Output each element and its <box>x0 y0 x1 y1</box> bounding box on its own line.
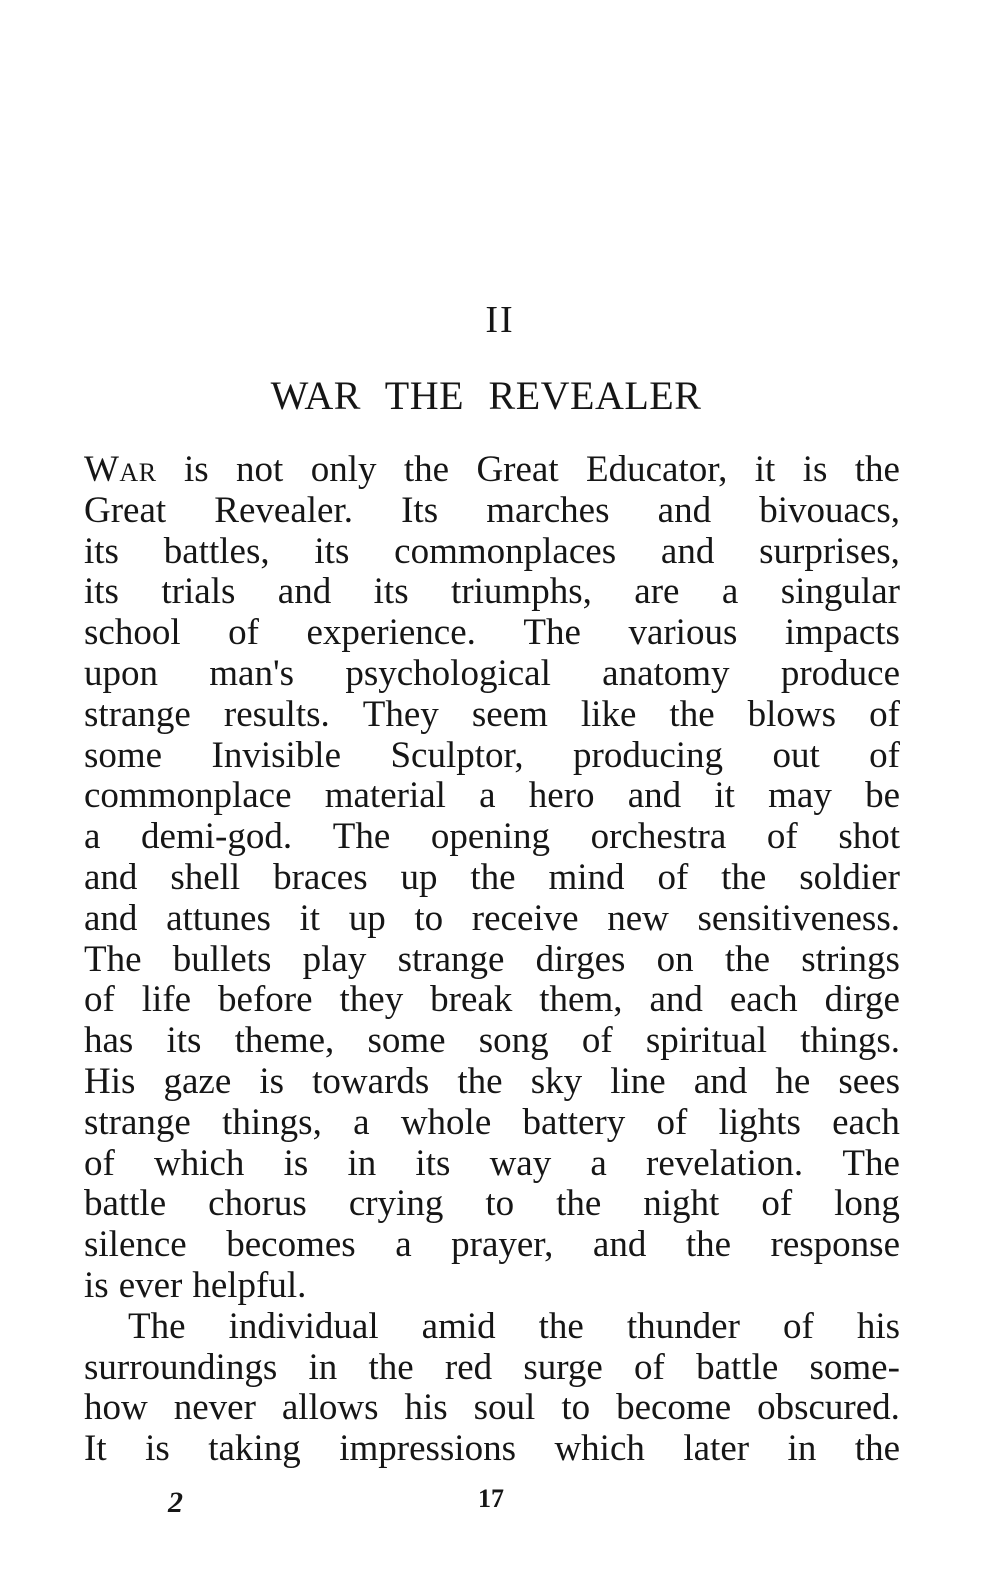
text-line: its battles, its commonplaces and surprises, <box>84 530 900 572</box>
text-line: strange things, a whole battery of lights each <box>84 1101 900 1143</box>
text-line: Great Revealer. Its marches and bivouacs, <box>84 489 900 531</box>
text-line: of which is in its way a revelation. The <box>84 1142 900 1184</box>
text-line: surroundings in the red surge of battle some- <box>84 1346 900 1388</box>
paragraph <box>84 450 900 1307</box>
body-text <box>84 450 900 1470</box>
text-line: silence becomes a prayer, and the response <box>84 1224 900 1266</box>
text-line: strange results. They seem like the blows of <box>84 693 900 735</box>
signature-mark: 2 <box>168 1486 183 1519</box>
text-line: upon man's psychological anatomy produce <box>84 652 900 694</box>
text-line: has its theme, some song of spiritual things. <box>84 1020 900 1062</box>
text-line: its trials and its triumphs, are a singular <box>84 571 900 613</box>
paragraph <box>84 1307 900 1470</box>
text-line: commonplace material a hero and it may be <box>84 775 900 817</box>
text-line: His gaze is towards the sky line and he sees <box>84 1060 900 1102</box>
chapter-number: II <box>485 299 515 341</box>
text-line: school of experience. The various impacts <box>84 612 900 654</box>
page-number: 17 <box>478 1484 504 1513</box>
text-line: It is taking impressions which later in the <box>84 1428 900 1470</box>
text-line: War is not only the Great Educator, it is the <box>84 449 900 490</box>
text-line: a demi-god. The opening orchestra of shot <box>84 816 900 858</box>
text-line: how never allows his soul to become obscured. <box>84 1387 900 1429</box>
text-line: and attunes it up to receive new sensitiveness. <box>84 897 900 939</box>
text-line: battle chorus crying to the night of long <box>84 1183 900 1225</box>
text-line: is ever helpful. <box>84 1264 307 1306</box>
text-line: of life before they break them, and each dirge <box>84 979 900 1021</box>
chapter-title: WAR THE REVEALER <box>270 373 702 418</box>
text-line: and shell braces up the mind of the soldier <box>84 856 900 898</box>
text-line: The individual amid the thunder of his <box>128 1305 900 1347</box>
text-line: The bullets play strange dirges on the strings <box>84 938 900 980</box>
text-line: some Invisible Sculptor, producing out of <box>84 734 900 776</box>
